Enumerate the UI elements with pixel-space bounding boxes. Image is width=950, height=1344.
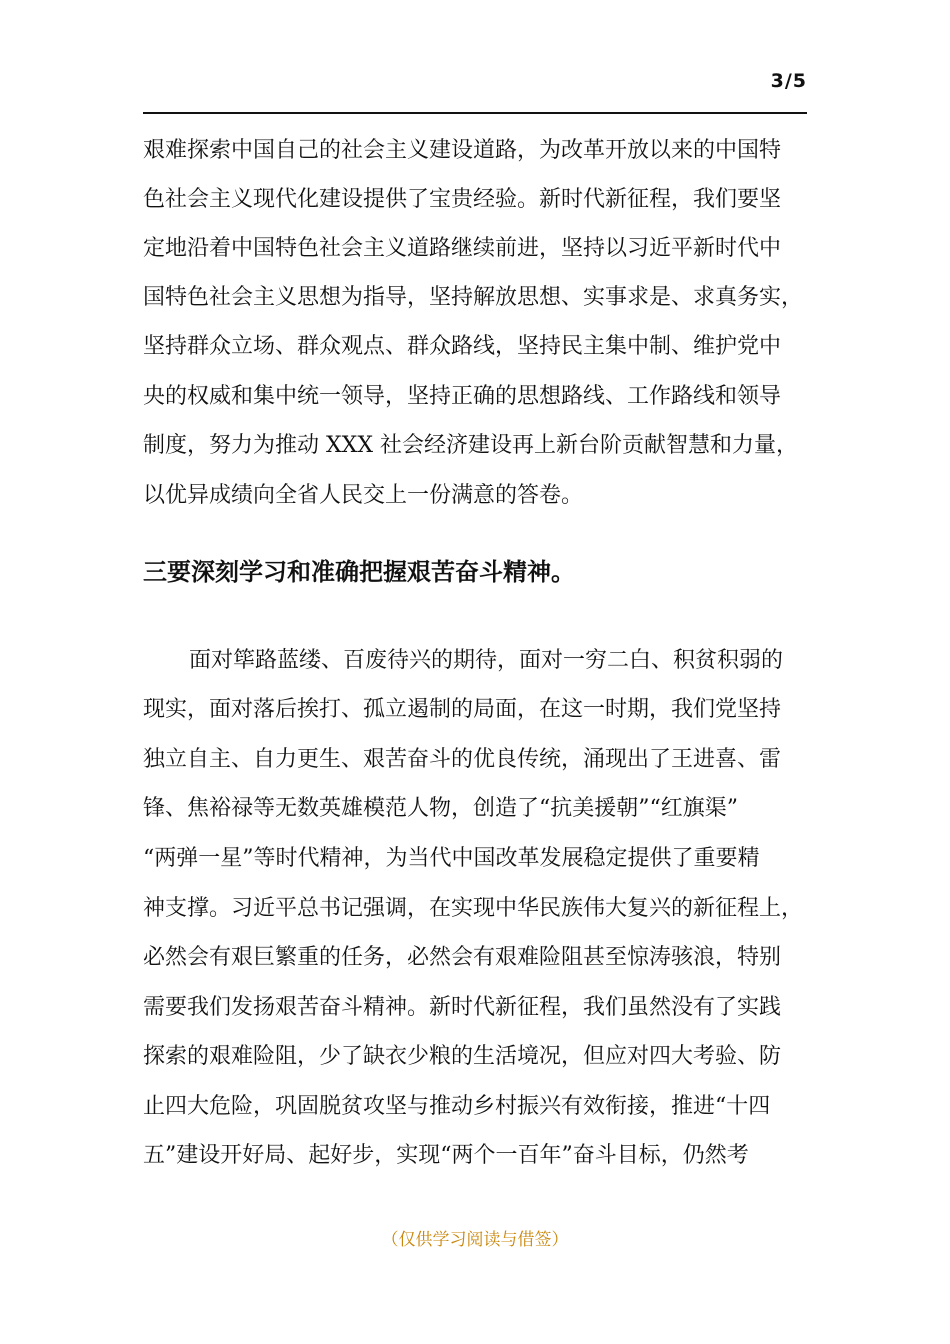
- paragraph-line: 色社会主义现代化建设提供了宝贵经验。新时代新征程，我们要坚: [143, 187, 782, 212]
- paragraph-line: 面对筚路蓝缕、百废待兴的期待，面对一穷二白、积贫积弱的: [189, 648, 784, 673]
- paragraph-line: 独立自主、自力更生、艰苦奋斗的优良传统，涌现出了王进喜、雷: [143, 747, 782, 772]
- footer-note: （仅供学习阅读与借签）: [381, 1230, 569, 1250]
- paragraph-line: 央的权威和集中统一领导，坚持正确的思想路线、工作路线和领导: [143, 384, 782, 409]
- page-number: 3/5: [770, 70, 807, 92]
- paragraph-line: 国特色社会主义思想为指导，坚持解放思想、实事求是、求真务实，: [143, 285, 804, 310]
- header-divider: [143, 112, 807, 114]
- paragraph-line: 神支撑。习近平总书记强调，在实现中华民族伟大复兴的新征程上，: [143, 896, 804, 921]
- paragraph-line: 艰难探索中国自己的社会主义建设道路，为改革开放以来的中国特: [143, 138, 782, 163]
- paragraph-line: “两弹一星”等时代精神，为当代中国改革发展稳定提供了重要精: [143, 846, 760, 871]
- paragraph-line: 止四大危险，巩固脱贫攻坚与推动乡村振兴有效衔接，推进“十四: [143, 1094, 771, 1119]
- paragraph-line: 坚持群众立场、群众观点、群众路线，坚持民主集中制、维护党中: [143, 334, 782, 359]
- paragraph-line: 必然会有艰巨繁重的任务，必然会有艰难险阻甚至惊涛骇浪，特别: [143, 945, 782, 970]
- paragraph-line: 现实，面对落后挨打、孤立遏制的局面，在这一时期，我们党坚持: [143, 697, 782, 722]
- paragraph-line: 以优异成绩向全省人民交上一份满意的答卷。: [143, 483, 584, 508]
- section-heading: 三要深刻学习和准确把握艰苦奋斗精神。: [143, 558, 575, 586]
- paragraph-line: 制度，努力为推动 XXX 社会经济建设再上新台阶贡献智慧和力量，: [143, 433, 798, 458]
- paragraph-line: 需要我们发扬艰苦奋斗精神。新时代新征程，我们虽然没有了实践: [143, 995, 782, 1020]
- paragraph-line: 五”建设开好局、起好步，实现“两个一百年”奋斗目标，仍然考: [143, 1143, 749, 1168]
- paragraph-line: 锋、焦裕禄等无数英雄模范人物，创造了“抗美援朝”“红旗渠”: [143, 796, 738, 821]
- paragraph-line: 探索的艰难险阻，少了缺衣少粮的生活境况，但应对四大考验、防: [143, 1044, 782, 1069]
- paragraph-line: 定地沿着中国特色社会主义道路继续前进，坚持以习近平新时代中: [143, 236, 782, 261]
